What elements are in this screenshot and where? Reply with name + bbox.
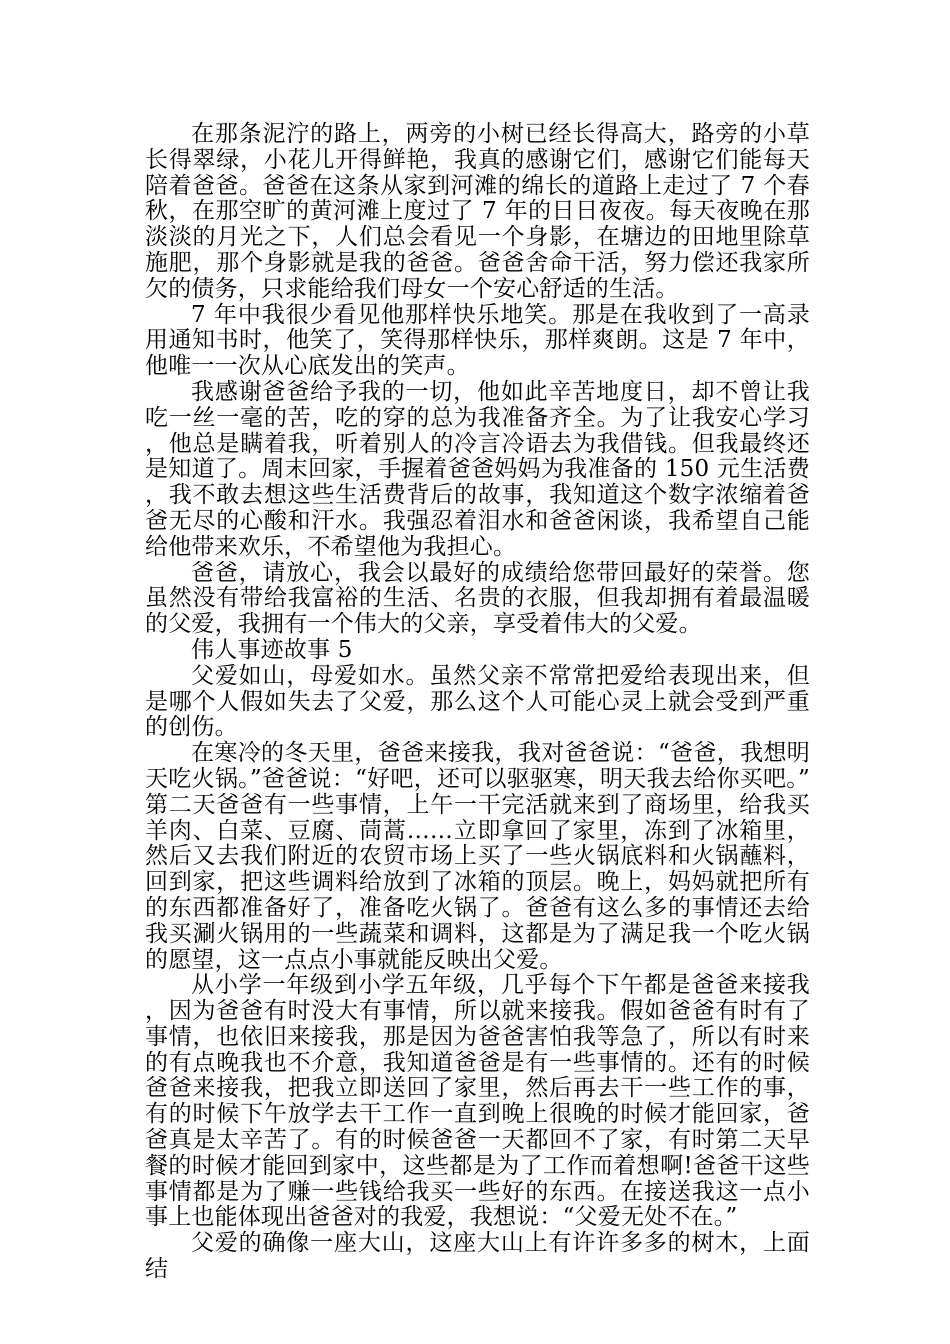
document-page xyxy=(145,122,810,1283)
paragraph-1: 在那条泥泞的路上，两旁的小树已经长得高大，路旁的小草长得翠绿，小花儿开得鲜艳，我真的感谢它们，感谢它们能每天陪着爸爸。爸爸在这条从家到河滩的绵长的道路上走过了 7 个春秋，在那空旷的黄河滩上度过了 7 年的日日夜夜。每天夜晚在那淡淡的月光之下，人们总会看见一个身影，在塘边的田地里除草施肥，那个身影就是我的爸爸。爸爸舍命干活，努力偿还我家所欠的债务，只求能给我们母女一个安心舒适的生活。 xyxy=(145,121,810,302)
paragraph-2: 7 年中我很少看见他那样快乐地笑。那是在我收到了一高录用通知书时，他笑了，笑得那样快乐，那样爽朗。这是 7 年中，他唯一一次从心底发出的笑声。 xyxy=(145,301,810,380)
paragraph-4: 爸爸，请放心，我会以最好的成绩给您带回最好的荣誉。您虽然没有带给我富裕的生活、名贵的衣服，但我却拥有着最温暖的父爱，我拥有一个伟大的父亲，享受着伟大的父爱。 xyxy=(145,559,810,638)
paragraph-5: 父爱如山，母爱如水。虽然父亲不常常把爱给表现出来，但是哪个人假如失去了父爱，那么这个人可能心灵上就会受到严重的创伤。 xyxy=(145,662,810,741)
paragraph-3: 我感谢爸爸给予我的一切，他如此辛苦地度日，却不曾让我吃一丝一毫的苦，吃的穿的总为我准备齐全。为了让我安心学习，他总是瞒着我，听着别人的冷言冷语去为我借钱。但我最终还是知道了。周末回家，手握着爸爸妈妈为我准备的 150 元生活费，我不敢去想这些生活费背后的故事，我知道这个数字浓缩着爸爸无尽的心酸和汗水。我强忍着泪水和爸爸闲谈，我希望自己能给他带来欢乐，不希望他为我担心。 xyxy=(145,378,810,560)
paragraph-7: 从小学一年级到小学五年级，几乎每个下午都是爸爸来接我，因为爸爸有时没大有事情，所以就来接我。假如爸爸有时有了事情，也依旧来接我，那是因为爸爸害怕我等急了，所以有时来的有点晚我也不介意，我知道爸爸是有一些事情的。还有的时候爸爸来接我，把我立即送回了家里，然后再去干一些工作的事，有的时候下午放学去干工作一直到晚上很晚的时候才能回家，爸爸真是太辛苦了。有的时候爸爸一天都回不了家，有时第二天早餐的时候才能回到家中，这些都是为了工作而着想啊!爸爸干这些事情都是为了赚一些钱给我买一些好的东西。在接送我这一点小事上也能体现出爸爸对的我爱，我想说：“父爱无处不在。” xyxy=(145,972,810,1231)
paragraph-8: 父爱的确像一座大山，这座大山上有许许多多的树木，上面结 xyxy=(145,1230,810,1283)
paragraph-6: 在寒冷的冬天里，爸爸来接我，我对爸爸说：“爸爸，我想明天吃火锅。”爸爸说：“好吧，还可以驱驱寒，明天我去给你买吧。”第二天爸爸有一些事情，上午一干完活就来到了商场里，给我买羊肉、白菜、豆腐、茼蒿……立即拿回了家里，冻到了冰箱里，然后又去我们附近的农贸市场上买了一些火锅底料和火锅蘸料，回到家，把这些调料给放到了冰箱的顶层。晚上，妈妈就把所有的东西都准备好了，准备吃火锅了。爸爸有这么多的事情还去给我买涮火锅用的一些蔬菜和调料，这都是为了满足我一个吃火锅的愿望，这一点点小事就能反映出父爱。 xyxy=(145,740,810,973)
section-heading: 伟人事迹故事 5 xyxy=(191,636,353,663)
